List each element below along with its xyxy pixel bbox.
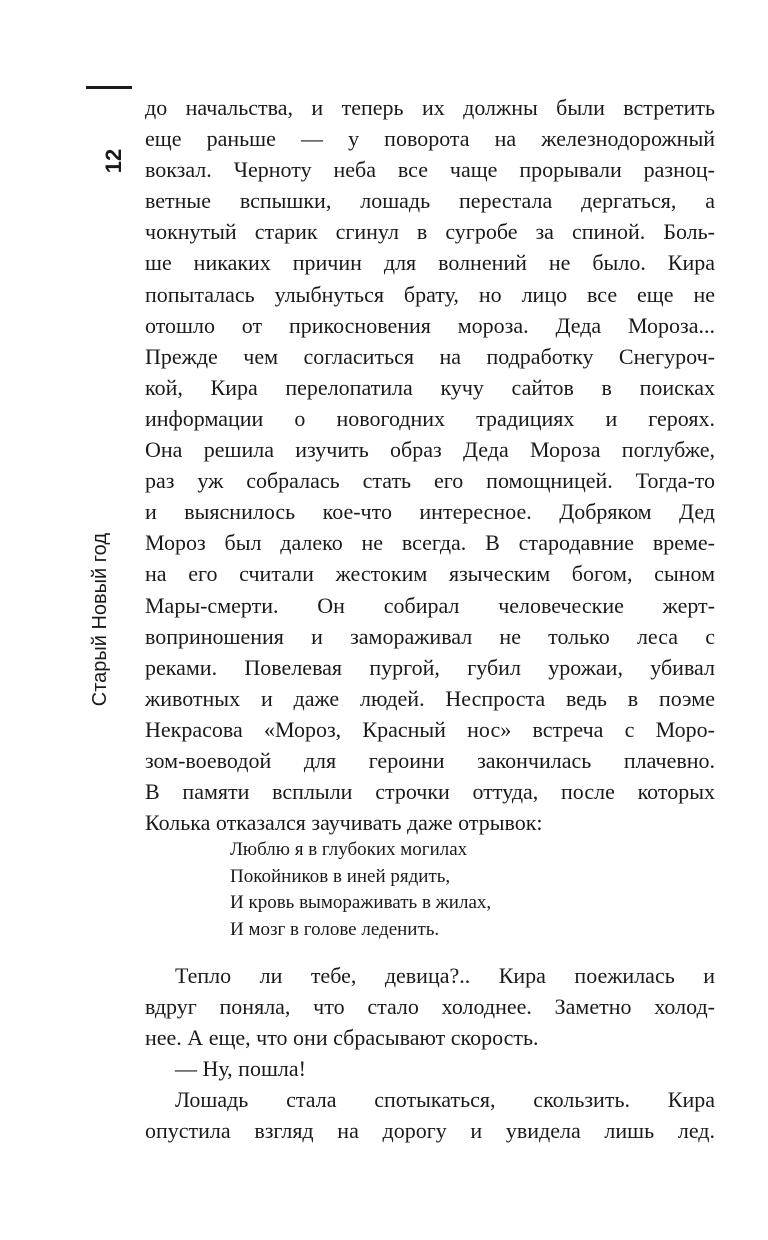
text-line: животных и даже людей. Неспроста ведь в поэме xyxy=(145,685,715,711)
text-line: вокзал. Черноту неба все чаще прорывали разноц- xyxy=(145,157,715,183)
text-line: отошло от прикосновения мороза. Деда Мороза... xyxy=(145,312,715,338)
text-line: до начальства, и теперь их должны были встретить xyxy=(145,95,715,120)
text-line: Мороз был далеко не всегда. В стародавние време- xyxy=(145,530,715,556)
text-line: Тепло ли тебе, девица?.. Кира поежилась и xyxy=(175,963,715,988)
text-line: кой, Кира перелопатила кучу сайтов в поисках xyxy=(145,374,715,400)
text-line: и выяснилось кое-что интересное. Добряком Дед xyxy=(145,499,715,525)
poem-line: Люблю я в глубоких могилах xyxy=(230,839,468,860)
text-line: Лошадь стала спотыкаться, скользить. Кира xyxy=(175,1087,715,1113)
text-line: реками. Повелевая пургой, губил урожаи, убивал xyxy=(145,654,715,680)
text-line: еще раньше — у поворота на железнодорожный xyxy=(145,126,715,152)
text-line: раз уж собралась стать его помощницей. Тогда-то xyxy=(145,468,715,494)
running-title: Старый Новый год xyxy=(89,533,111,707)
text-line: Некрасова «Мороз, Красный нос» встреча с Моро- xyxy=(145,716,715,742)
text-line: опустила взгляд на дорогу и увидела лишь лед. xyxy=(145,1118,715,1144)
continuation-text xyxy=(145,960,715,1147)
text-line: В памяти всплыли строчки оттуда, после которых xyxy=(145,779,715,805)
text-line: воприношения и замораживал не только леса с xyxy=(145,623,715,649)
text-line: чокнутый старик сгинул в сугробе за спиной. Боль- xyxy=(145,219,715,245)
poem-line: И кровь вымораживать в жилах, xyxy=(230,892,492,913)
dialogue-line: — Ну, пошла! xyxy=(175,1056,306,1082)
text-line: Колька отказался заучивать даже отрывок: xyxy=(145,810,543,836)
text-line: попыталась улыбнуться брату, но лицо все еще не xyxy=(145,281,715,307)
text-line: вдруг поняла, что стало холоднее. Заметно холод- xyxy=(145,994,715,1020)
poem-line: И мозг в голове леденить. xyxy=(230,918,440,940)
text-line: Мары-смерти. Он собирал человеческие жерт- xyxy=(145,592,715,618)
main-text xyxy=(145,92,715,838)
text-line: ше никаких причин для волнений не было. Кира xyxy=(145,250,715,276)
page-number: 12 xyxy=(101,148,127,174)
text-line: Прежде чем согласиться на подработку Снегуроч- xyxy=(145,343,715,369)
poem-quote xyxy=(230,837,491,943)
side-header xyxy=(76,136,127,707)
header-rule xyxy=(86,86,132,89)
text-line: нее. А еще, что они сбрасывают скорость. xyxy=(145,1025,539,1051)
text-line: информации о новогодних традициях и героях. xyxy=(145,405,715,431)
text-line: зом-воеводой для героини закончилась плачевно. xyxy=(145,747,715,773)
text-line: на его считали жестоким языческим богом, сыном xyxy=(145,561,715,587)
text-line: Она решила изучить образ Деда Мороза поглубже, xyxy=(145,437,715,463)
poem-line: Покойников в иней рядить, xyxy=(230,865,451,887)
text-line: ветные вспышки, лошадь перестала дергаться, а xyxy=(145,188,715,214)
